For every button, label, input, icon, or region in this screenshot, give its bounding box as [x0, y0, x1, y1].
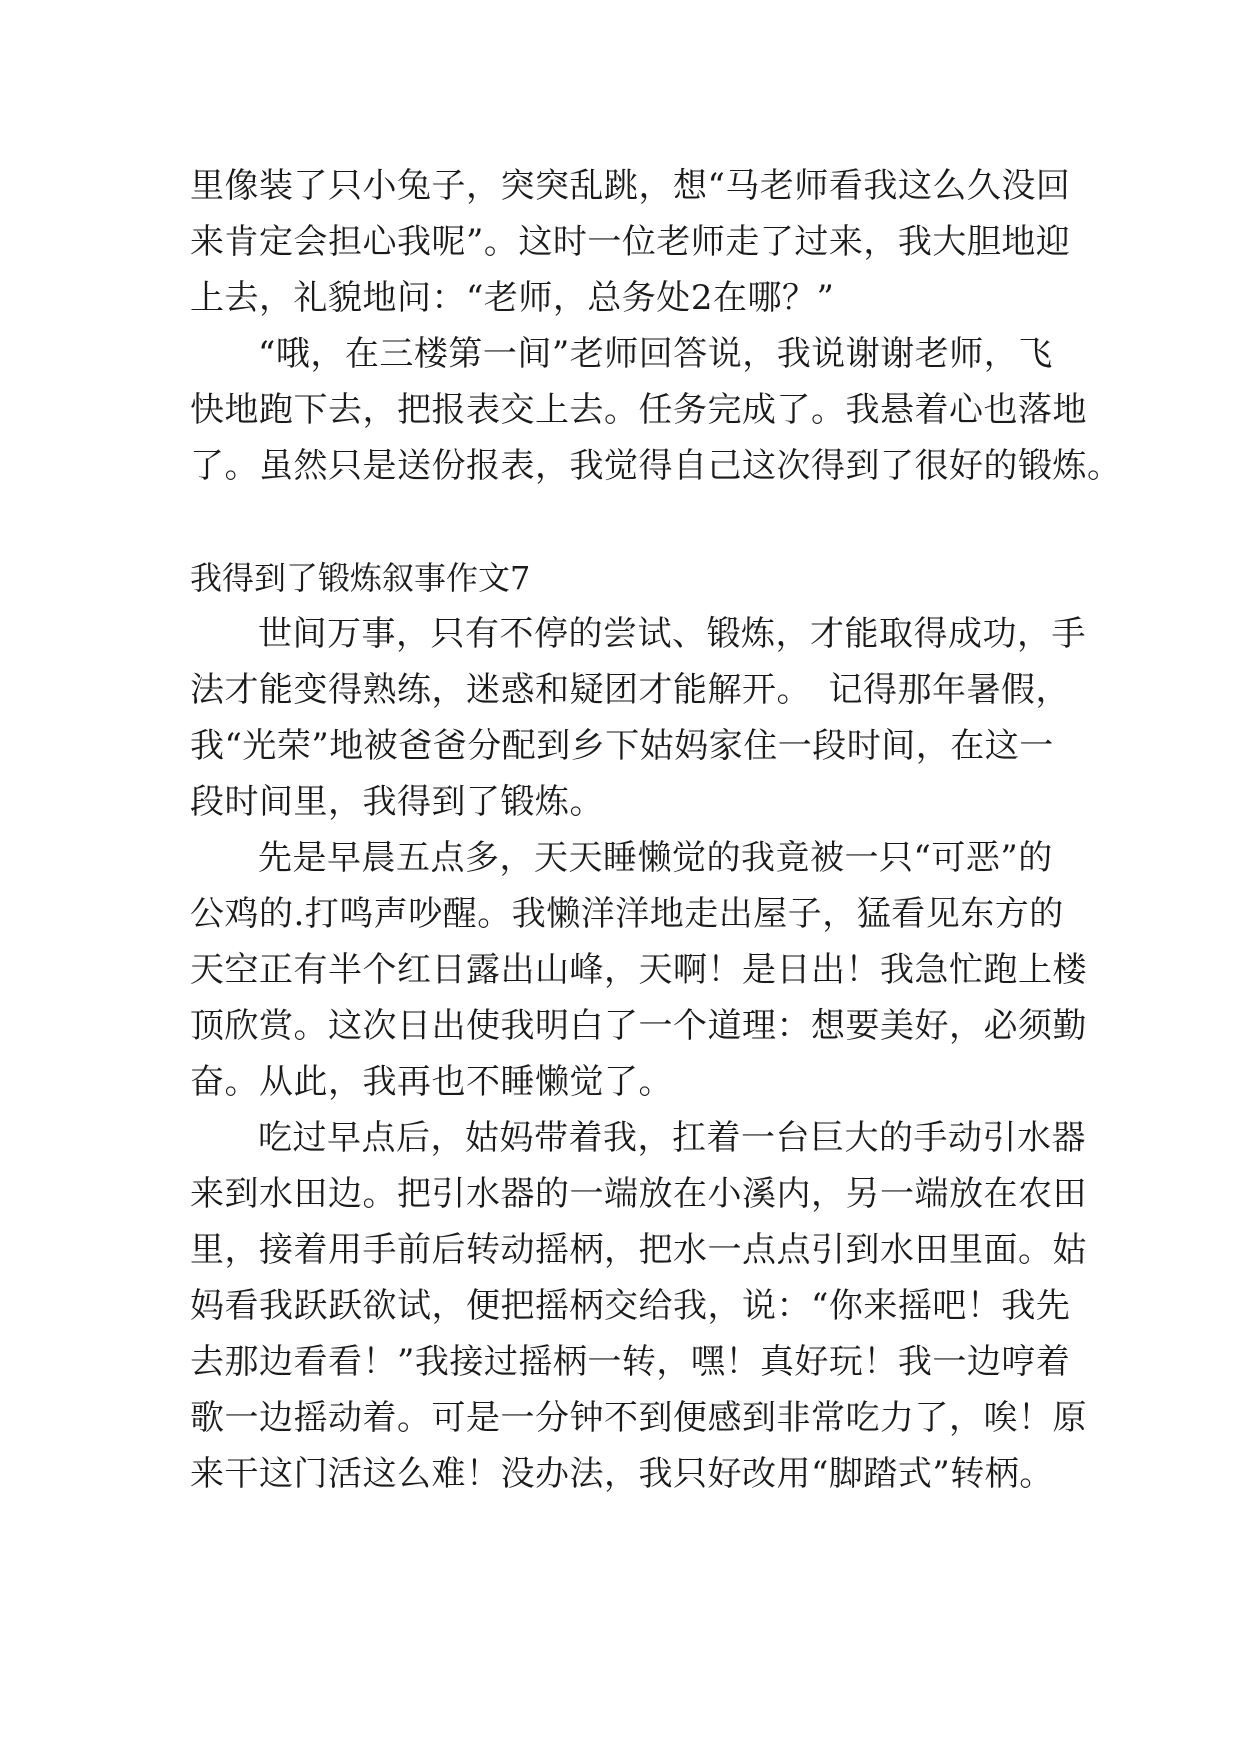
paragraph: [190, 830, 1087, 1110]
text-line: 法才能变得熟练，迷惑和疑团才能解开。 记得那年暑假，: [190, 670, 1070, 710]
text-line: 世间万事，只有不停的尝试、锻炼，才能取得成功，手: [258, 614, 1086, 654]
paragraph: [190, 326, 1122, 494]
text-line: 天空正有半个红日露出山峰，天啊！是日出！我急忙跑上楼: [190, 950, 1087, 990]
text-line: 快地跑下去，把报表交上去。任务完成了。我悬着心也落地: [190, 390, 1087, 430]
text-line: 公鸡的.打鸣声吵醒。我懒洋洋地走出屋子，猛看见东方的: [190, 894, 1064, 934]
spacer: [190, 494, 1070, 550]
text-line: 了。虽然只是送份报表，我觉得自己这次得到了很好的锻炼。: [190, 446, 1122, 486]
text-line: 歌一边摇动着。可是一分钟不到便感到非常吃力了，唉！原: [190, 1398, 1087, 1438]
text-line: 我“光荣”地被爸爸分配到乡下姑妈家住一段时间，在这一: [190, 726, 1054, 766]
paragraph: [190, 1110, 1087, 1502]
text-line: 来干这门活这么难！没办法，我只好改用“脚踏式”转柄。: [190, 1454, 1054, 1494]
text-line: 来肯定会担心我呢”。这时一位老师走了过来，我大胆地迎: [190, 222, 1071, 262]
text-line: 里，接着用手前后转动摇柄，把水一点点引到水田里面。姑: [190, 1230, 1087, 1270]
text-line: 顶欣赏。这次日出使我明白了一个道理：想要美好，必须勤: [190, 1006, 1087, 1046]
text-line: 段时间里，我得到了锻炼。: [190, 782, 604, 822]
text-line: 里像装了只小兔子，突突乱跳，想“马老师看我这么久没回: [190, 166, 1071, 206]
section-heading: 我得到了锻炼叙事作文7: [190, 559, 531, 597]
text-line: 来到水田边。把引水器的一端放在小溪内，另一端放在农田: [190, 1174, 1087, 1214]
paragraph: [190, 606, 1086, 830]
text-line: 上去，礼貌地问：“老师，总务处2在哪？”: [190, 278, 835, 318]
text-line: 先是早晨五点多，天天睡懒觉的我竟被一只“可恶”的: [258, 838, 1053, 878]
text-line: 去那边看看！”我接过摇柄一转，嘿！真好玩！我一边哼着: [190, 1342, 1071, 1382]
paragraph: [190, 158, 1070, 326]
document-page: [190, 158, 1122, 1502]
text-line: “哦，在三楼第一间”老师回答说，我说谢谢老师，飞: [258, 334, 1053, 374]
text-line: 妈看我跃跃欲试，便把摇柄交给我，说：“你来摇吧！我先: [190, 1286, 1071, 1326]
text-line: 奋。从此，我再也不睡懒觉了。: [190, 1062, 673, 1102]
text-line: 吃过早点后，姑妈带着我，扛着一台巨大的手动引水器: [258, 1118, 1086, 1158]
